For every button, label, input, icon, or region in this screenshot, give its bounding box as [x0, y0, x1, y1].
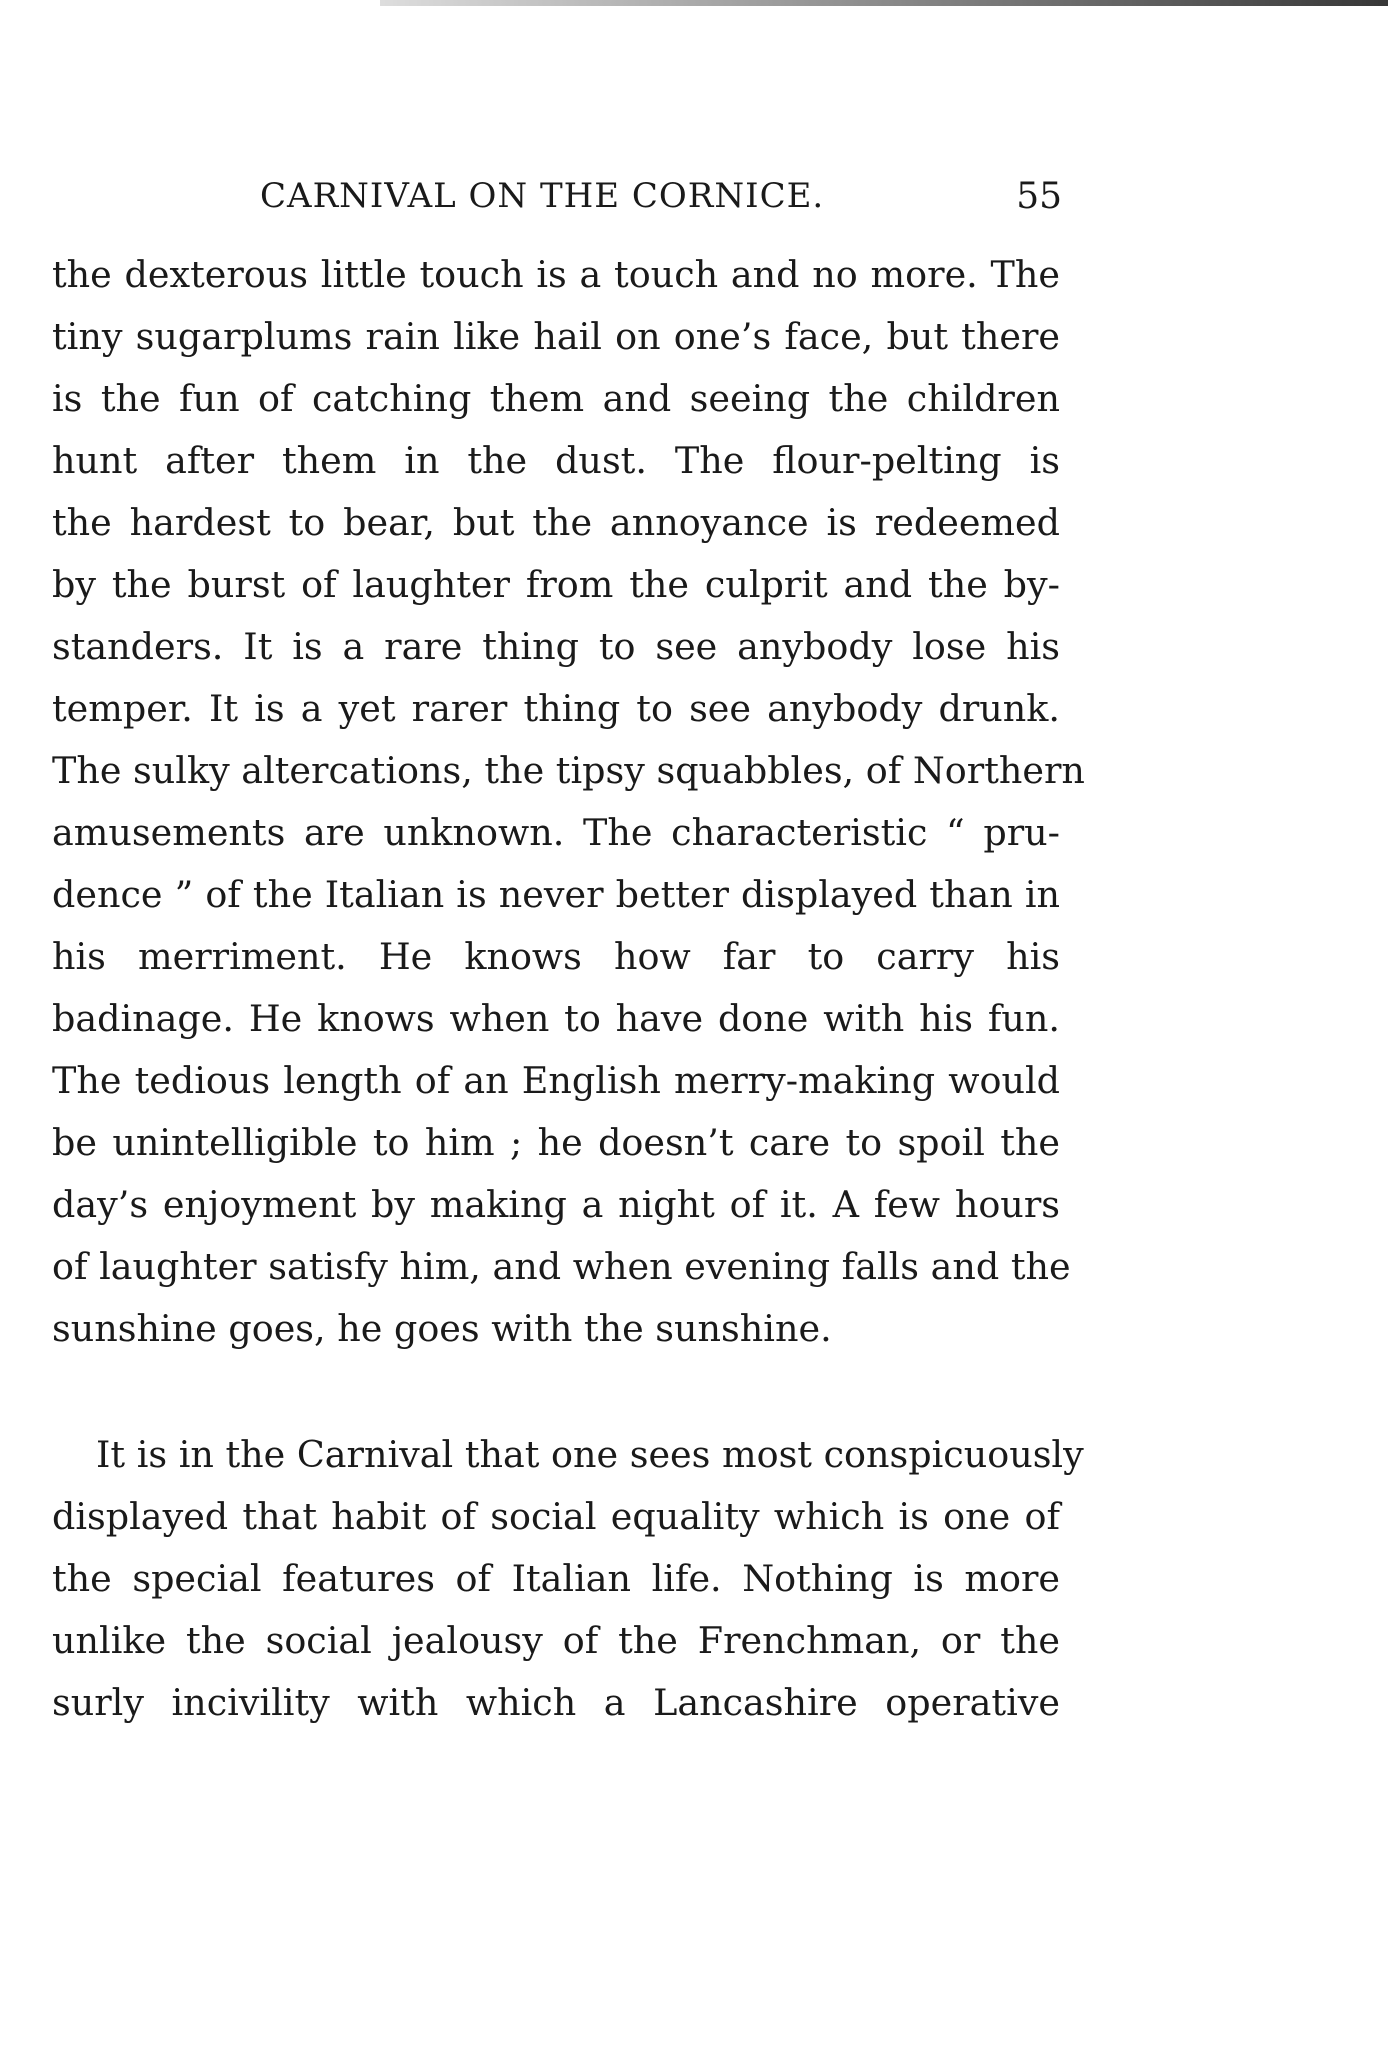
text-line: The tedious length of an English merry-making would: [52, 1059, 1060, 1102]
text-line: be unintelligible to him ; he doesn’t care to spoil the: [52, 1121, 1060, 1164]
text-line: day’s enjoyment by making a night of it. A few hours: [52, 1183, 1060, 1226]
text-line: surly incivility with which a Lancashire operative: [52, 1681, 1060, 1724]
text-line: It is in the Carnival that one sees most conspicuously: [96, 1433, 1084, 1476]
text-line: tiny sugarplums rain like hail on one’s face, but there: [52, 315, 1060, 358]
text-line: displayed that habit of social equality which is one of: [52, 1495, 1060, 1538]
text-line: standers. It is a rare thing to see anybody lose his: [52, 625, 1060, 668]
running-head-title: CARNIVAL ON THE CORNICE.: [260, 176, 825, 216]
page-top-edge-shadow: [380, 0, 1388, 6]
text-line: by the burst of laughter from the culprit and the by-: [52, 563, 1060, 606]
text-line: badinage. He knows when to have done with his fun.: [52, 997, 1060, 1040]
text-line: dence ” of the Italian is never better displayed than in: [52, 873, 1060, 916]
running-head: [260, 176, 1062, 226]
page-number: 55: [1016, 176, 1062, 217]
text-line: the special features of Italian life. Nothing is more: [52, 1557, 1060, 1600]
text-line: of laughter satisfy him, and when evening falls and the: [52, 1245, 1071, 1288]
text-line: unlike the social jealousy of the Frenchman, or the: [52, 1619, 1060, 1662]
text-line: temper. It is a yet rarer thing to see anybody drunk.: [52, 687, 1060, 730]
text-line: sunshine goes, he goes with the sunshine.: [52, 1307, 832, 1350]
text-line: his merriment. He knows how far to carry his: [52, 935, 1060, 978]
text-line: the hardest to bear, but the annoyance is redeemed: [52, 501, 1060, 544]
text-line: The sulky altercations, the tipsy squabbles, of Northern: [52, 749, 1085, 792]
text-line: hunt after them in the dust. The flour-pelting is: [52, 439, 1060, 482]
text-line: amusements are unknown. The characteristic “ pru-: [52, 811, 1060, 854]
text-line: the dexterous little touch is a touch and no more. The: [52, 253, 1060, 296]
text-line: is the fun of catching them and seeing the children: [52, 377, 1060, 420]
